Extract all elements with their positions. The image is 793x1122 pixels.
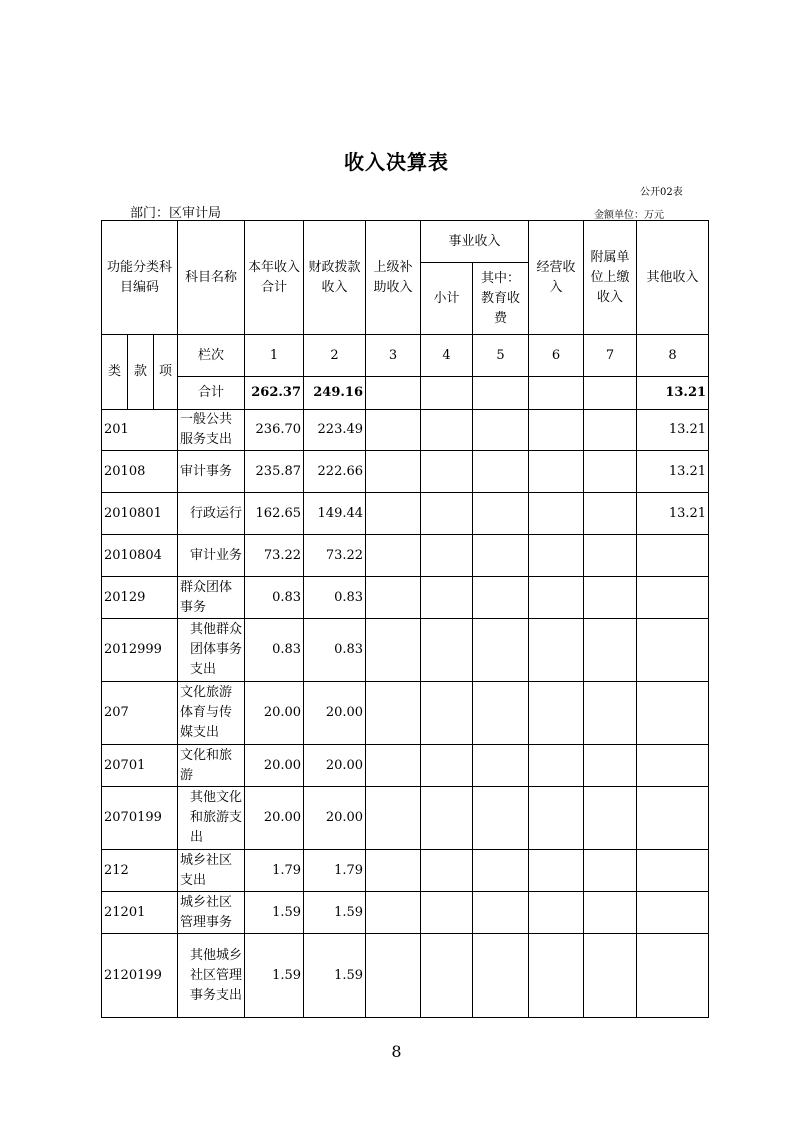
- row-other: [637, 787, 709, 850]
- col-num: 3: [366, 335, 421, 377]
- empty-cell: [421, 577, 473, 619]
- total-other: 13.21: [637, 377, 709, 410]
- empty-cell: [529, 410, 584, 451]
- empty-cell: [473, 934, 529, 1018]
- header-lei: 类: [102, 335, 128, 410]
- row-code: 21201: [102, 892, 178, 934]
- row-name: 群众团体事务: [178, 577, 245, 619]
- col-num: 4: [421, 335, 473, 377]
- empty-cell: [529, 535, 584, 577]
- header-business: 经营收入: [529, 221, 584, 335]
- col-num: 2: [304, 335, 366, 377]
- row-fiscal: 1.79: [304, 850, 366, 892]
- col-num: 8: [637, 335, 709, 377]
- department-label: 部门：区审计局: [130, 206, 222, 221]
- table-row: [102, 410, 709, 451]
- row-other: [637, 850, 709, 892]
- table-row: [102, 787, 709, 850]
- empty-cell: [366, 682, 421, 745]
- empty-cell: [584, 934, 637, 1018]
- total-label: 合计: [178, 377, 245, 410]
- page-number: 8: [391, 1042, 402, 1061]
- empty-cell: [366, 493, 421, 535]
- empty-cell: [584, 410, 637, 451]
- row-total: 20.00: [245, 682, 304, 745]
- empty-cell: [473, 892, 529, 934]
- empty-cell: [366, 577, 421, 619]
- row-fiscal: 0.83: [304, 577, 366, 619]
- row-other: [637, 619, 709, 682]
- row-fiscal: 73.22: [304, 535, 366, 577]
- col-num: 5: [473, 335, 529, 377]
- row-name: 一般公共服务支出: [178, 410, 245, 451]
- table-row: [102, 535, 709, 577]
- row-name: 文化旅游体育与传媒支出: [178, 682, 245, 745]
- header-name: 科目名称: [178, 221, 245, 335]
- row-name: 其他文化和旅游支出: [178, 787, 245, 850]
- row-total: 20.00: [245, 745, 304, 787]
- table-row: [102, 493, 709, 535]
- row-name: 文化和旅游: [178, 745, 245, 787]
- empty-cell: [584, 451, 637, 493]
- table-row: [102, 451, 709, 493]
- empty-cell: [421, 850, 473, 892]
- row-code: 2070199: [102, 787, 178, 850]
- empty-cell: [421, 787, 473, 850]
- income-table: [101, 220, 709, 1018]
- header-subtotal: 小计: [421, 263, 473, 335]
- empty-cell: [529, 892, 584, 934]
- empty-cell: [366, 410, 421, 451]
- row-code: 2010804: [102, 535, 178, 577]
- row-code: 20129: [102, 577, 178, 619]
- row-fiscal: 223.49: [304, 410, 366, 451]
- header-xiang: 项: [154, 335, 178, 410]
- header-total: 本年收入合计: [245, 221, 304, 335]
- empty-cell: [366, 377, 421, 410]
- empty-cell: [366, 619, 421, 682]
- empty-cell: [584, 787, 637, 850]
- row-code: 2012999: [102, 619, 178, 682]
- row-name: 其他城乡社区管理事务支出: [178, 934, 245, 1018]
- row-other: 13.21: [637, 451, 709, 493]
- row-name: 城乡社区管理事务: [178, 892, 245, 934]
- row-total: 235.87: [245, 451, 304, 493]
- empty-cell: [473, 377, 529, 410]
- row-total: 236.70: [245, 410, 304, 451]
- row-total: 20.00: [245, 787, 304, 850]
- empty-cell: [421, 410, 473, 451]
- empty-cell: [421, 493, 473, 535]
- empty-cell: [584, 493, 637, 535]
- row-fiscal: 1.59: [304, 892, 366, 934]
- empty-cell: [529, 577, 584, 619]
- row-other: [637, 745, 709, 787]
- empty-cell: [421, 451, 473, 493]
- header-fiscal: 财政拨款收入: [304, 221, 366, 335]
- empty-cell: [473, 787, 529, 850]
- row-code: 207: [102, 682, 178, 745]
- empty-cell: [421, 745, 473, 787]
- row-other: [637, 934, 709, 1018]
- empty-cell: [473, 682, 529, 745]
- empty-cell: [421, 892, 473, 934]
- empty-cell: [529, 493, 584, 535]
- row-fiscal: 222.66: [304, 451, 366, 493]
- table-row: [102, 892, 709, 934]
- table-row: [102, 577, 709, 619]
- empty-cell: [366, 745, 421, 787]
- empty-cell: [584, 577, 637, 619]
- row-name: 城乡社区支出: [178, 850, 245, 892]
- empty-cell: [529, 451, 584, 493]
- form-number: 公开02表: [640, 187, 683, 198]
- empty-cell: [473, 850, 529, 892]
- empty-cell: [473, 410, 529, 451]
- row-fiscal: 20.00: [304, 682, 366, 745]
- empty-cell: [584, 745, 637, 787]
- header-superior: 上级补助收入: [366, 221, 421, 335]
- empty-cell: [584, 892, 637, 934]
- empty-cell: [529, 682, 584, 745]
- empty-cell: [421, 619, 473, 682]
- empty-cell: [421, 934, 473, 1018]
- row-other: [637, 577, 709, 619]
- row-code: 20108: [102, 451, 178, 493]
- row-fiscal: 20.00: [304, 787, 366, 850]
- row-name: 审计事务: [178, 451, 245, 493]
- row-code: 20701: [102, 745, 178, 787]
- header-edu: 其中：教育收费: [473, 263, 529, 335]
- empty-cell: [421, 377, 473, 410]
- row-code: 201: [102, 410, 178, 451]
- row-other: [637, 535, 709, 577]
- empty-cell: [584, 619, 637, 682]
- col-num: 7: [584, 335, 637, 377]
- empty-cell: [529, 745, 584, 787]
- row-other: 13.21: [637, 410, 709, 451]
- row-name: 行政运行: [178, 493, 245, 535]
- table-row: [102, 619, 709, 682]
- row-total: 73.22: [245, 535, 304, 577]
- unit-label: 金额单位：万元: [594, 210, 664, 221]
- page-title: 收入决算表: [344, 150, 449, 174]
- row-fiscal: 1.59: [304, 934, 366, 1018]
- row-fiscal: 149.44: [304, 493, 366, 535]
- empty-cell: [421, 535, 473, 577]
- empty-cell: [473, 535, 529, 577]
- empty-cell: [529, 377, 584, 410]
- header-career: 事业收入: [421, 221, 529, 263]
- empty-cell: [366, 850, 421, 892]
- row-code: 2120199: [102, 934, 178, 1018]
- row-other: [637, 892, 709, 934]
- row-total: 0.83: [245, 577, 304, 619]
- empty-cell: [584, 535, 637, 577]
- empty-cell: [529, 619, 584, 682]
- empty-cell: [366, 787, 421, 850]
- row-other: [637, 682, 709, 745]
- empty-cell: [473, 451, 529, 493]
- row-fiscal: 20.00: [304, 745, 366, 787]
- col-num: 1: [245, 335, 304, 377]
- table-row: [102, 850, 709, 892]
- empty-cell: [529, 787, 584, 850]
- row-total: 0.83: [245, 619, 304, 682]
- row-code: 212: [102, 850, 178, 892]
- header-other: 其他收入: [637, 221, 709, 335]
- empty-cell: [584, 377, 637, 410]
- row-total: 162.65: [245, 493, 304, 535]
- empty-cell: [366, 535, 421, 577]
- table-row: [102, 682, 709, 745]
- empty-cell: [421, 682, 473, 745]
- table-row: [102, 745, 709, 787]
- empty-cell: [584, 682, 637, 745]
- row-total: 1.59: [245, 892, 304, 934]
- empty-cell: [366, 892, 421, 934]
- row-total: 1.79: [245, 850, 304, 892]
- empty-cell: [473, 745, 529, 787]
- col-num: 6: [529, 335, 584, 377]
- total-amount: 262.37: [245, 377, 304, 410]
- row-code: 2010801: [102, 493, 178, 535]
- empty-cell: [529, 934, 584, 1018]
- empty-cell: [366, 934, 421, 1018]
- header-code: 功能分类科目编码: [102, 221, 178, 335]
- header-affiliated: 附属单位上缴收入: [584, 221, 637, 335]
- total-fiscal: 249.16: [304, 377, 366, 410]
- empty-cell: [473, 619, 529, 682]
- header-kuan: 款: [128, 335, 154, 410]
- empty-cell: [529, 850, 584, 892]
- empty-cell: [473, 577, 529, 619]
- header-lanci: 栏次: [178, 335, 245, 377]
- empty-cell: [366, 451, 421, 493]
- row-name: 其他群众团体事务支出: [178, 619, 245, 682]
- empty-cell: [584, 850, 637, 892]
- row-name: 审计业务: [178, 535, 245, 577]
- empty-cell: [473, 493, 529, 535]
- row-fiscal: 0.83: [304, 619, 366, 682]
- row-other: 13.21: [637, 493, 709, 535]
- table-row: [102, 934, 709, 1018]
- row-total: 1.59: [245, 934, 304, 1018]
